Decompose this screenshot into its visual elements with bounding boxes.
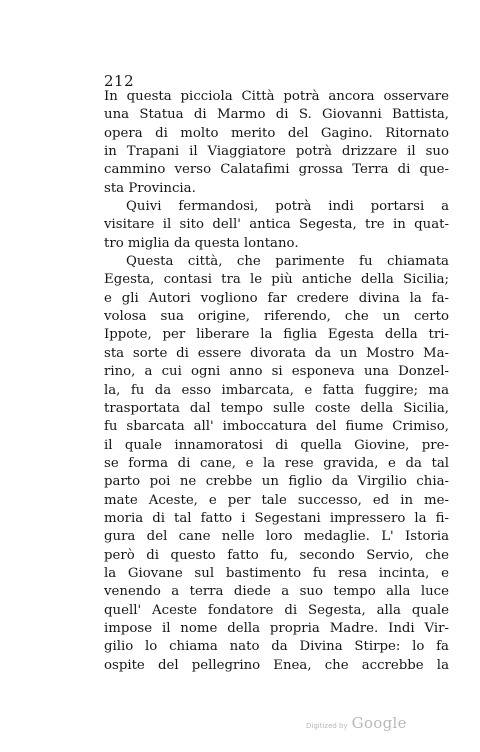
text-line: opera di molto merito del Gagino. Ritornato bbox=[104, 125, 449, 141]
text-line: se forma di cane, e la rese gravida, e da tal bbox=[104, 455, 449, 471]
text-line: parto poi ne crebbe un figlio da Virgilio chia- bbox=[104, 474, 449, 490]
text-line: mate Aceste, e per tale successo, ed in me- bbox=[104, 492, 449, 508]
text-line: rino, a cui ogni anno si esponeva una Donzel- bbox=[104, 364, 449, 380]
text-line: tro miglia da questa lontano. bbox=[104, 235, 299, 251]
text-line: la Giovane sul bastimento fu resa incinta, e bbox=[104, 565, 449, 581]
digitized-by-watermark bbox=[306, 714, 407, 732]
text-line: il quale innamoratosi di quella Giovine, pre- bbox=[104, 437, 449, 453]
text-line: gura del cane nelle loro medaglie. L' Istoria bbox=[104, 529, 449, 545]
text-line: e gli Autori vogliono far credere divina la fa- bbox=[104, 290, 449, 306]
text-line: in Trapani il Viaggiatore potrà drizzare il suo bbox=[104, 144, 449, 160]
text-line: Quivi fermandosi, potrà indi portarsi a bbox=[126, 199, 449, 215]
text-line: gilio lo chiama nato da Divina Stirpe: lo fa bbox=[104, 639, 449, 655]
digitized-by-label: Digitized by bbox=[306, 722, 348, 730]
text-line: Questa città, che parimente fu chiamata bbox=[126, 254, 449, 270]
text-line: sta sorte di essere divorata da un Mostro Ma- bbox=[104, 345, 449, 361]
text-line: ospite del pellegrino Enea, che accrebbe la bbox=[104, 657, 449, 673]
text-line: Ippote, per liberare la figlia Egesta della tri- bbox=[104, 327, 449, 343]
text-line: fu sbarcata all' imboccatura del fiume Crimiso, bbox=[104, 419, 449, 435]
text-line: cammino verso Calatafimi grossa Terra di que- bbox=[104, 162, 449, 178]
google-logo: Google bbox=[351, 714, 407, 732]
text-line: moria di tal fatto i Segestani impressero la fi- bbox=[104, 510, 449, 526]
text-line: una Statua di Marmo di S. Giovanni Battista, bbox=[104, 107, 449, 123]
text-line: In questa picciola Città potrà ancora osservare bbox=[104, 89, 449, 104]
text-line: volosa sua origine, riferendo, che un certo bbox=[104, 309, 449, 325]
text-line: quell' Aceste fondatore di Segesta, alla quale bbox=[104, 602, 449, 618]
text-line: sta Provincia. bbox=[104, 180, 196, 196]
text-line: venendo a terra diede a suo tempo alla luce bbox=[104, 584, 449, 600]
text-line: impose il nome della propria Madre. Indi Vir- bbox=[104, 620, 449, 636]
text-line: Egesta, contasi tra le più antiche della Sicilia; bbox=[104, 272, 449, 288]
page-number: 212 bbox=[104, 72, 135, 90]
body-text bbox=[104, 88, 449, 675]
text-line: visitare il sito dell' antica Segesta, tre in quat- bbox=[104, 217, 449, 233]
text-line: però di questo fatto fu, secondo Servio, che bbox=[104, 547, 449, 563]
text-line: trasportata dal tempo sulle coste della Sicilia, bbox=[104, 400, 449, 416]
text-line: la, fu da esso imbarcata, e fatta fuggire; ma bbox=[104, 382, 449, 398]
